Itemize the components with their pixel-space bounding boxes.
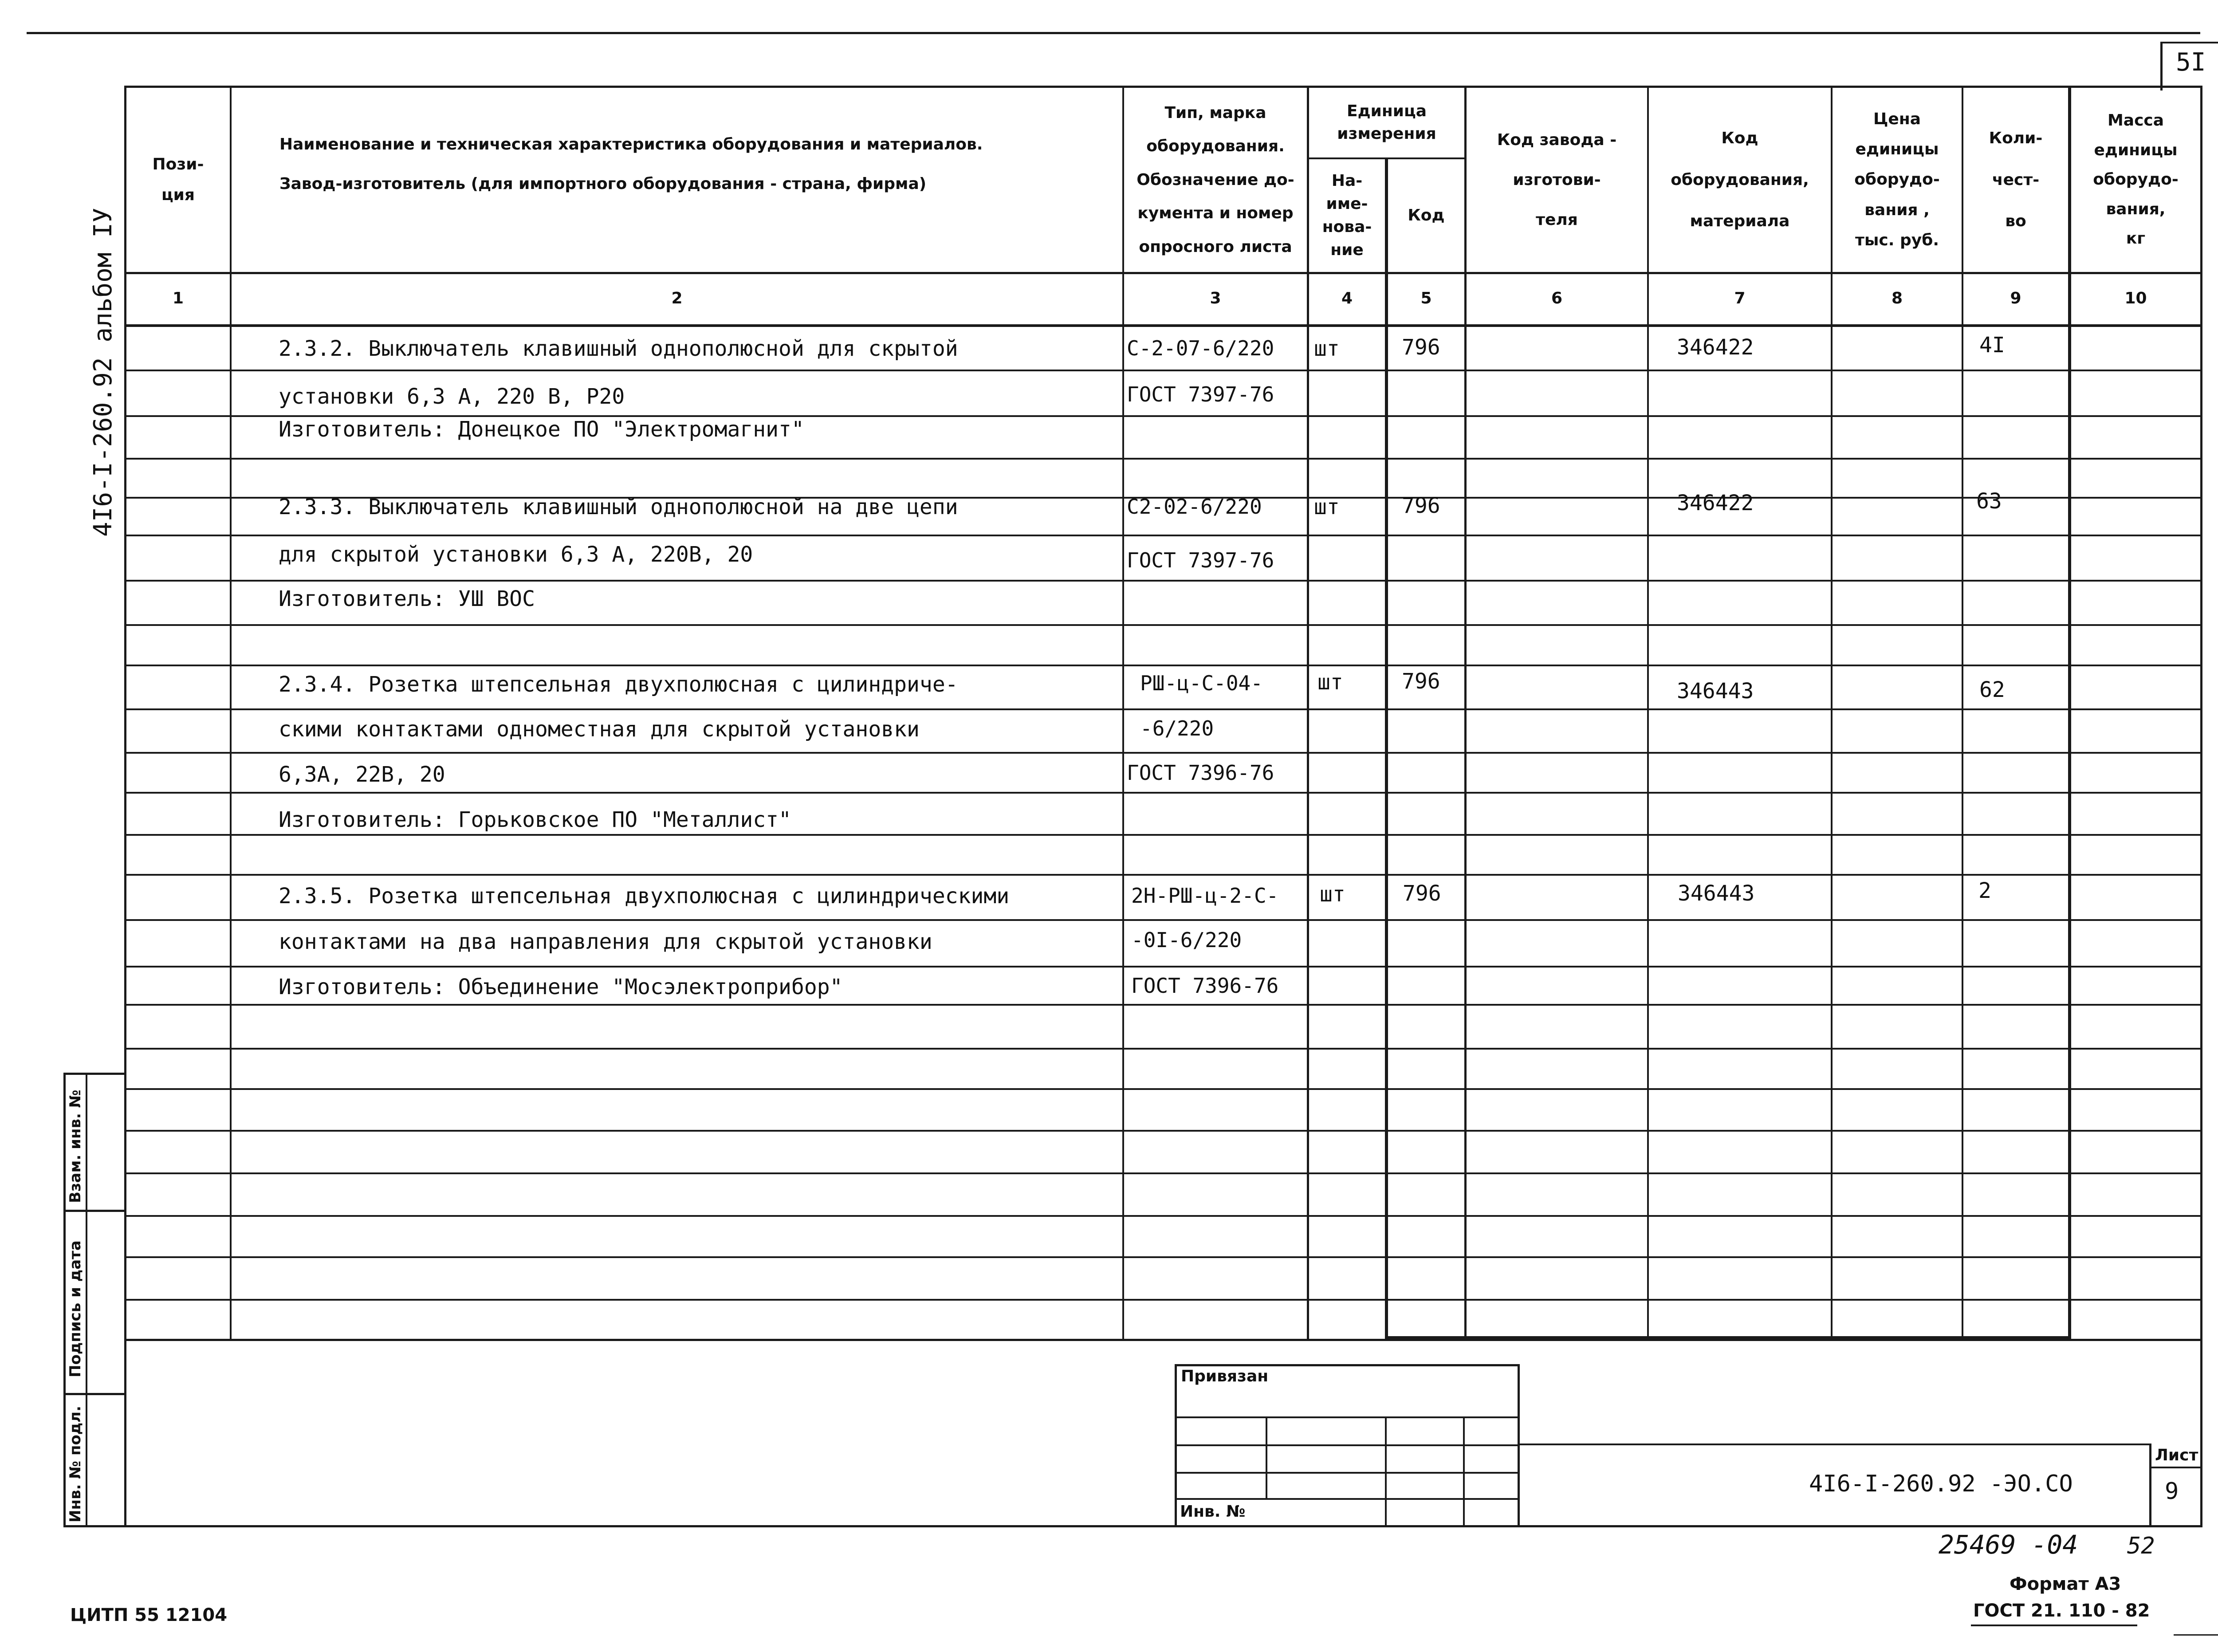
col-number-6: 6 [1551, 289, 1563, 307]
bound-row-3 [1175, 1472, 1519, 1474]
row-line [125, 834, 2202, 836]
row-line [125, 624, 2202, 626]
stamp-left [63, 1073, 66, 1527]
col-number-7: 7 [1734, 289, 1746, 307]
album-label: 4I6-I-260.92 альбом IУ [89, 208, 118, 537]
item-equip-code: 346422 [1677, 491, 1754, 515]
row-line [125, 458, 2202, 460]
sheet-box-left [2160, 42, 2163, 90]
sheet-number: 5I [2176, 48, 2206, 77]
col-number-2: 2 [671, 289, 683, 307]
item-type-line: -6/220 [1140, 716, 1214, 740]
item-equip-code: 346443 [1677, 679, 1754, 704]
row-line [125, 752, 2202, 754]
row-line [125, 874, 2202, 876]
item-name-line: для скрытой установки 6,3 А, 220В, 20 [279, 542, 753, 567]
col-line-9 [2068, 86, 2071, 1340]
item-name-line: 2.3.2. Выключатель клавишный однополюсной для скрытой [279, 336, 958, 361]
header-quantity: Коли- чест- во [1989, 129, 2043, 231]
header-position: Пози- ция [152, 155, 204, 204]
row-line [125, 1256, 2202, 1258]
row-line [125, 665, 2202, 666]
footer-format: Формат А3 [2010, 1574, 2121, 1594]
handwritten-page: 52 [2127, 1533, 2155, 1559]
col-line-4 [1385, 157, 1388, 1340]
stamp-inner [86, 1073, 87, 1527]
item-name-line: 2.3.4. Розетка штепсельная двухполюсная с цилиндриче- [279, 672, 958, 697]
item-equip-code: 346443 [1678, 881, 1755, 906]
col-line-8 [1962, 86, 1963, 1340]
item-quantity: 2 [1978, 878, 1991, 903]
bound-label: Привязан [1181, 1367, 1269, 1385]
content-bottom [1386, 1336, 2069, 1340]
sheet-cell-left [2149, 1444, 2151, 1527]
title-bottom [63, 1525, 2202, 1527]
bound-row-2 [1175, 1444, 1519, 1446]
item-type-line: С-2-07-6/220 [1127, 336, 1274, 360]
footer-rule [1971, 1624, 2137, 1626]
row-line [125, 1172, 2202, 1174]
col-number-3: 3 [1210, 289, 1221, 307]
stamp-original-inv: Инв. № подл. [67, 1405, 84, 1522]
row-line [125, 919, 2202, 921]
col-number-4: 4 [1341, 289, 1353, 307]
item-name-line: 6,3А, 22В, 20 [279, 762, 445, 787]
item-name-line: 2.3.5. Розетка штепсельная двухполюсная с цилиндрическими [279, 884, 1010, 909]
item-name-line: Изготовитель: Горьковское ПО "Металлист" [279, 807, 791, 832]
header-unit-group: Единица измерения [1337, 102, 1436, 143]
item-type-line: 2Н-РШ-ц-2-С- [1131, 884, 1279, 908]
item-type-line: С2-02-6/220 [1127, 495, 1262, 519]
col-line-7 [1831, 86, 1833, 1340]
row-line [125, 792, 2202, 794]
inv-label: Инв. № [1180, 1503, 1246, 1521]
header-equip-code: Код оборудования, материала [1671, 129, 1809, 231]
row-line [125, 1215, 2202, 1217]
row-line [125, 370, 2202, 371]
sheet-value: 9 [2165, 1478, 2179, 1505]
item-type-line: -0I-6/220 [1131, 928, 1242, 952]
item-name-line: контактами на два направления для скрытой установки [279, 929, 932, 954]
item-unit-code: 796 [1403, 881, 1441, 906]
item-unit-code: 796 [1402, 669, 1440, 694]
item-quantity: 63 [1976, 489, 2002, 514]
bound-col-1 [1266, 1416, 1267, 1498]
top-border [27, 32, 2200, 34]
item-quantity: 4I [1979, 333, 2005, 358]
doc-code: 4I6-I-260.92 -ЭО.СО [1809, 1471, 2073, 1497]
col-number-10: 10 [2124, 289, 2147, 307]
footer-org: ЦИТП 55 12104 [70, 1605, 228, 1625]
item-unit-code: 796 [1402, 493, 1440, 518]
row-line [125, 1048, 2202, 1050]
row-line [125, 1004, 2202, 1006]
item-name-line: Изготовитель: УШ ВОС [279, 586, 535, 611]
col-number-5: 5 [1420, 289, 1432, 307]
header-type: Тип, марка оборудования. Обозначение до- кумента и номер опросного листа [1137, 103, 1294, 256]
header-mass: Масса единицы оборудо- вания, кг [2093, 111, 2179, 248]
row-line [125, 1130, 2202, 1132]
sheet-label: Лист [2155, 1446, 2198, 1464]
row-line [125, 535, 2202, 536]
row-line [125, 1299, 2202, 1301]
col-line-5 [1464, 86, 1467, 1340]
footer-standard: ГОСТ 21. 110 - 82 [1973, 1601, 2150, 1621]
col-line-10 [2200, 86, 2202, 1527]
bound-top [1175, 1364, 1519, 1366]
handwritten-number: 25469 -04 [1939, 1530, 2078, 1560]
col-line-1 [230, 86, 232, 1340]
row-line [125, 708, 2202, 710]
item-type-line: ГОСТ 7397-76 [1127, 548, 1274, 572]
header-name: Наименование и техническая характеристика оборудования и материалов. Завод-изготовитель (для импортного оборудования - страна, фирма) [279, 135, 983, 193]
item-type-line: РШ-ц-С-04- [1140, 671, 1263, 695]
numbers-bottom [125, 324, 2202, 327]
header-plant-code: Код завода - изготови- теля [1497, 130, 1617, 229]
row-line [125, 580, 2202, 582]
header-bottom [125, 272, 2202, 274]
doc-code-top [1520, 1444, 2150, 1445]
row-line [125, 1088, 2202, 1090]
col-number-9: 9 [2010, 289, 2021, 307]
col-number-8: 8 [1891, 289, 1903, 307]
footer-rule-right [2174, 1634, 2218, 1636]
item-type-line: ГОСТ 7397-76 [1127, 382, 1274, 406]
bound-row-1 [1175, 1416, 1519, 1418]
col-number-1: 1 [172, 289, 184, 307]
item-quantity: 62 [1979, 677, 2005, 702]
item-unit: шт [1314, 495, 1340, 519]
stamp-top [63, 1073, 126, 1075]
header-unit-name: На- име- нова- ние [1322, 171, 1372, 260]
item-unit: шт [1320, 882, 1345, 907]
item-name-line: скими контактами одноместная для скрытой установки [279, 717, 920, 742]
item-equip-code: 346422 [1677, 335, 1754, 360]
bound-col-3 [1463, 1416, 1465, 1527]
header-price: Цена единицы оборудо- вания , тыс. руб. [1854, 110, 1940, 250]
col-line-3 [1307, 86, 1309, 1340]
item-name-line: 2.3.3. Выключатель клавишный однополюсной на две цепи [279, 495, 958, 519]
col-line-2 [1122, 86, 1124, 1340]
stamp-div-1 [63, 1210, 126, 1212]
item-name-line: Изготовитель: Объединение "Мосэлектроприбор" [279, 975, 843, 999]
stamp-replace-inv: Взам. инв. № [67, 1090, 84, 1203]
item-name-line: установки 6,3 А, 220 В, Р20 [279, 384, 625, 409]
bound-col-2 [1385, 1416, 1387, 1527]
bound-row-4 [1175, 1498, 1519, 1500]
item-unit-code: 796 [1402, 335, 1440, 360]
item-type-line: ГОСТ 7396-76 [1127, 761, 1274, 785]
stamp-signature-date: Подпись и дата [67, 1240, 84, 1377]
item-name-line: Изготовитель: Донецкое ПО "Электромагнит" [279, 417, 804, 442]
col-line-6 [1647, 86, 1649, 1340]
sheet-cell-label-line [2149, 1467, 2202, 1468]
header-unit-code: Код [1408, 206, 1445, 224]
row-line [125, 966, 2202, 968]
stamp-div-2 [63, 1393, 126, 1395]
sheet-box-top [2160, 42, 2218, 43]
item-type-line: ГОСТ 7396-76 [1131, 974, 1279, 998]
item-unit: шт [1314, 336, 1340, 361]
item-unit: шт [1317, 670, 1343, 695]
